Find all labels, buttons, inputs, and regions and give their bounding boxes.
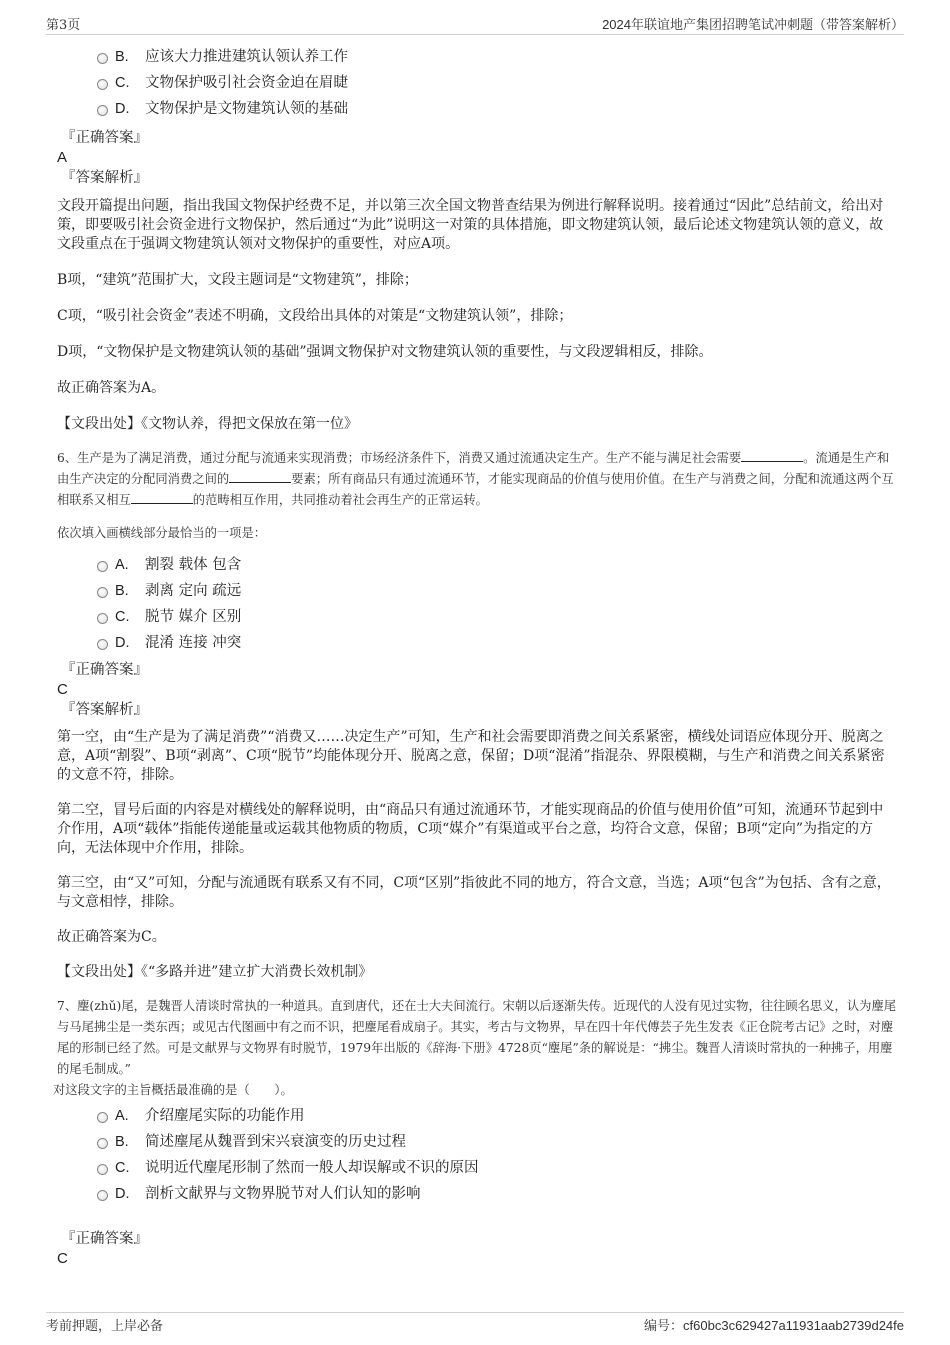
radio-icon[interactable]: [97, 1190, 108, 1201]
q7-option-b[interactable]: B. 简述麈尾从魏晋到宋兴衰演变的历史过程: [57, 1129, 897, 1155]
analysis-paragraph: C项，“吸引社会资金”表述不明确，文段给出具体的对策是“文物建筑认领”，排除；: [57, 308, 573, 324]
radio-icon[interactable]: [97, 79, 108, 90]
analysis-label: 『答案解析』: [61, 702, 148, 718]
fill-blank: [741, 449, 803, 462]
answer-value: C: [57, 1250, 68, 1267]
question-stem: 7、麈(zhǔ)尾，是魏晋人清谈时常执的一种道具。直到唐代，还在士大夫间流行。宋朝以后逐渐失传。近现代的人没有见过实物，往往顾名思义，认为麈尾与马尾拂尘是一类东西；或见古代图画中有之而不识，把麈尾看成扇子。其实，考古与文物界，早在四十年代傅芸子先生发表《正仓院考古记》之时，对麈尾的形制已经了然。可是文献界与文物界有时脱节，1979年出版的《辞海·下册》4728页“麈尾”条的解说是：“拂尘。魏晋人清谈时常执的一种拂子，用麈的尾毛制成。”: [57, 999, 897, 1076]
q7-option-d[interactable]: D. 剖析文献界与文物界脱节对人们认知的影响: [57, 1181, 897, 1207]
answer-label: 『正确答案』: [61, 662, 148, 678]
radio-icon[interactable]: [97, 587, 108, 598]
analysis-paragraph: 第二空，冒号后面的内容是对横线处的解释说明，由“商品只有通过流通环节，才能实现商品的价值与使用价值”可知，流通环节起到中介作用，A项“载体”指能传递能量或运载其他物质的物质，C项“媒介”有渠道或平台之意，均符合文意，保留；B项“定向”为指定的方向，无法体现中介作用，排除。: [57, 802, 884, 856]
q5-option-b[interactable]: B. 应该大力推进建筑认领认养工作: [57, 44, 897, 70]
radio-icon[interactable]: [97, 1112, 108, 1123]
footer-slogan: 考前押题，上岸必备: [46, 1319, 164, 1334]
document-title: 2024年联谊地产集团招聘笔试冲刺题（带答案解析）: [602, 17, 904, 32]
q6-option-b[interactable]: B. 剥离 定向 疏远: [57, 578, 897, 604]
q6-option-d[interactable]: D. 混淆 连接 冲突: [57, 630, 897, 656]
question-prompt: 依次填入画横线部分最恰当的一项是：: [57, 526, 267, 540]
q7-option-a[interactable]: A. 介绍麈尾实际的功能作用: [57, 1103, 897, 1129]
conclusion: 故正确答案为A。: [57, 380, 166, 396]
conclusion: 故正确答案为C。: [57, 929, 166, 945]
analysis-label: 『答案解析』: [61, 170, 148, 186]
analysis-paragraph: B项，“建筑”范围扩大，文段主题词是“文物建筑”，排除；: [57, 272, 418, 288]
radio-icon[interactable]: [97, 1138, 108, 1149]
analysis-paragraph: 第一空，由“生产是为了满足消费”“消费又……决定生产”可知，生产和社会需要即消费之间关系紧密，横线处词语应体现分开、脱离之意，A项“割裂”、B项“剥离”、C项“脱节”均能体现分开、脱离之意，保留；D项“混淆”指混杂、界限模糊，与生产和消费之间关系紧密的文意不符，排除。: [57, 729, 885, 783]
answer-value: C: [57, 681, 68, 698]
analysis-paragraph: 文段开篇提出问题，指出我国文物保护经费不足，并以第三次全国文物普查结果为例进行解释说明。接着通过“因此”总结前文，给出对策，即要吸引社会资金进行文物保护，然后通过“为此”说明这一对策的具体措施，即文物建筑认领，最后论述文物建筑认领的意义，故文段重点在于强调文物建筑认领对文物保护的重要性，对应A项。: [57, 198, 884, 252]
source-citation: 【文段出处】《文物认养，得把文保放在第一位》: [57, 416, 358, 432]
radio-icon[interactable]: [97, 53, 108, 64]
page-footer: [46, 1312, 904, 1335]
question-stem: 6、生产是为了满足消费，通过分配与流通来实现消费；市场经济条件下，消费又通过流通决定生产。生产不能与满足社会需要 。流通是生产和由生产决定的分配同消费之间的 要素；所有商品只有通过流通环节，才能实现商品的价值与使用价值。在生产与消费之间，分配和流通这两个互相联系又相互 的范畴相互作用，共同推动着社会再生产的正常运转。: [57, 451, 894, 507]
q5-option-c[interactable]: C. 文物保护吸引社会资金迫在眉睫: [57, 70, 897, 96]
radio-icon[interactable]: [97, 613, 108, 624]
q5-option-d[interactable]: D. 文物保护是文物建筑认领的基础: [57, 96, 897, 122]
answer-label: 『正确答案』: [61, 1231, 148, 1247]
analysis-paragraph: D项，“文物保护是文物建筑认领的基础”强调文物保护对文物建筑认领的重要性，与文段逻辑相反，排除。: [57, 344, 713, 360]
q7-option-c[interactable]: C. 说明近代麈尾形制了然而一般人却误解或不识的原因: [57, 1155, 897, 1181]
answer-label: 『正确答案』: [61, 130, 148, 146]
radio-icon[interactable]: [97, 639, 108, 650]
answer-value: A: [57, 149, 68, 166]
document-code: 编号：cf60bc3c629427a11931aab2739d24fe: [644, 1318, 904, 1333]
page-number: 第3页: [46, 18, 81, 33]
question-prompt: 对这段文字的主旨概括最准确的是（ ）。: [53, 1083, 293, 1097]
radio-icon[interactable]: [97, 1164, 108, 1175]
source-citation: 【文段出处】《“多路并进”建立扩大消费长效机制》: [57, 964, 373, 980]
radio-icon[interactable]: [97, 561, 108, 572]
page-header: [46, 14, 904, 35]
analysis-paragraph: 第三空，由“又”可知，分配与流通既有联系又有不同，C项“区别”指彼此不同的地方，符合文意，当选；A项“包含”为包括、含有之意，与文意相悖，排除。: [57, 875, 891, 910]
fill-blank: [229, 470, 291, 483]
radio-icon[interactable]: [97, 105, 108, 116]
q6-option-c[interactable]: C. 脱节 媒介 区别: [57, 604, 897, 630]
document-body: [53, 44, 897, 1269]
q6-option-a[interactable]: A. 割裂 载体 包含: [57, 552, 897, 578]
fill-blank: [131, 491, 193, 504]
